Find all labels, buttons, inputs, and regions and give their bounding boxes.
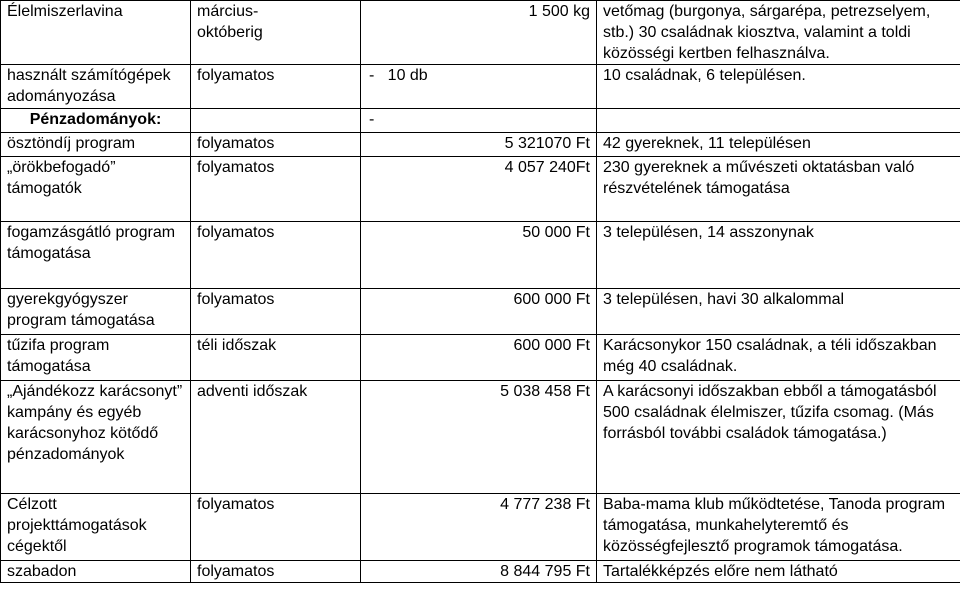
row-period: folyamatos (191, 561, 361, 583)
row-amount: 8 844 795 Ft (361, 561, 597, 583)
row-amount: 4 057 240Ft (361, 157, 597, 222)
row-note: 230 gyereknek a művészeti oktatásban való részvételének támogatása (597, 157, 960, 222)
row-amount: 50 000 Ft (361, 222, 597, 289)
row-period: folyamatos (191, 157, 361, 222)
table-row (1, 157, 960, 222)
table-row (1, 1, 960, 65)
table-row (1, 109, 960, 133)
row-name: fogamzásgátló program támogatása (1, 222, 191, 289)
row-note: Karácsonykor 150 családnak, a téli időszakban még 40 családnak. (597, 335, 960, 381)
table-row (1, 222, 960, 289)
row-amount: 5 321070 Ft (361, 133, 597, 157)
row-amount: - (361, 109, 597, 133)
row-period: folyamatos (191, 222, 361, 289)
row-amount: 4 777 238 Ft (361, 494, 597, 561)
row-name: gyerekgyógyszer program támogatása (1, 289, 191, 335)
row-period: folyamatos (191, 65, 361, 109)
row-name: Pénzadományok: (1, 109, 191, 133)
table-row (1, 494, 960, 561)
row-period (191, 109, 361, 133)
row-amount: - 10 db (361, 65, 597, 109)
table-row (1, 133, 960, 157)
row-period: folyamatos (191, 133, 361, 157)
row-note (597, 109, 960, 133)
row-note: Baba-mama klub működtetése, Tanoda program támogatása, munkahelyteremtő és közösségfejlesztő programok támogatása. (597, 494, 960, 561)
row-period: folyamatos (191, 494, 361, 561)
row-note: vetőmag (burgonya, sárgarépa, petrezselyem, stb.) 30 családnak kiosztva, valamint a toldi közösségi kertben felhasználva. (597, 1, 960, 65)
row-note: 3 településen, 14 asszonynak (597, 222, 960, 289)
row-name: szabadon (1, 561, 191, 583)
row-name: „Ajándékozz karácsonyt” kampány és egyéb karácsonyhoz kötődő pénzadományok (1, 381, 191, 494)
table-row (1, 561, 960, 583)
row-name: „örökbefogadó” támogatók (1, 157, 191, 222)
row-note: A karácsonyi időszakban ebből a támogatásból 500 családnak élelmiszer, tűzifa csomag. (Más forrásból további családok támogatása.) (597, 381, 960, 494)
row-period: téli időszak (191, 335, 361, 381)
row-name: Élelmiszerlavina (1, 1, 191, 65)
row-period: folyamatos (191, 289, 361, 335)
row-name: Célzott projekttámogatások cégektől (1, 494, 191, 561)
table-row (1, 289, 960, 335)
row-name: használt számítógépek adományozása (1, 65, 191, 109)
row-period: március- októberig (191, 1, 361, 65)
row-name: tűzifa program támogatása (1, 335, 191, 381)
row-amount: 600 000 Ft (361, 289, 597, 335)
row-period: adventi időszak (191, 381, 361, 494)
row-amount: 1 500 kg (361, 1, 597, 65)
row-note: 10 családnak, 6 településen. (597, 65, 960, 109)
row-note: 3 településen, havi 30 alkalommal (597, 289, 960, 335)
table-row (1, 65, 960, 109)
row-amount: 600 000 Ft (361, 335, 597, 381)
row-name: ösztöndíj program (1, 133, 191, 157)
row-amount: 5 038 458 Ft (361, 381, 597, 494)
table-row (1, 381, 960, 494)
row-note: Tartalékképzés előre nem látható (597, 561, 960, 583)
table-row (1, 335, 960, 381)
row-note: 42 gyereknek, 11 településen (597, 133, 960, 157)
